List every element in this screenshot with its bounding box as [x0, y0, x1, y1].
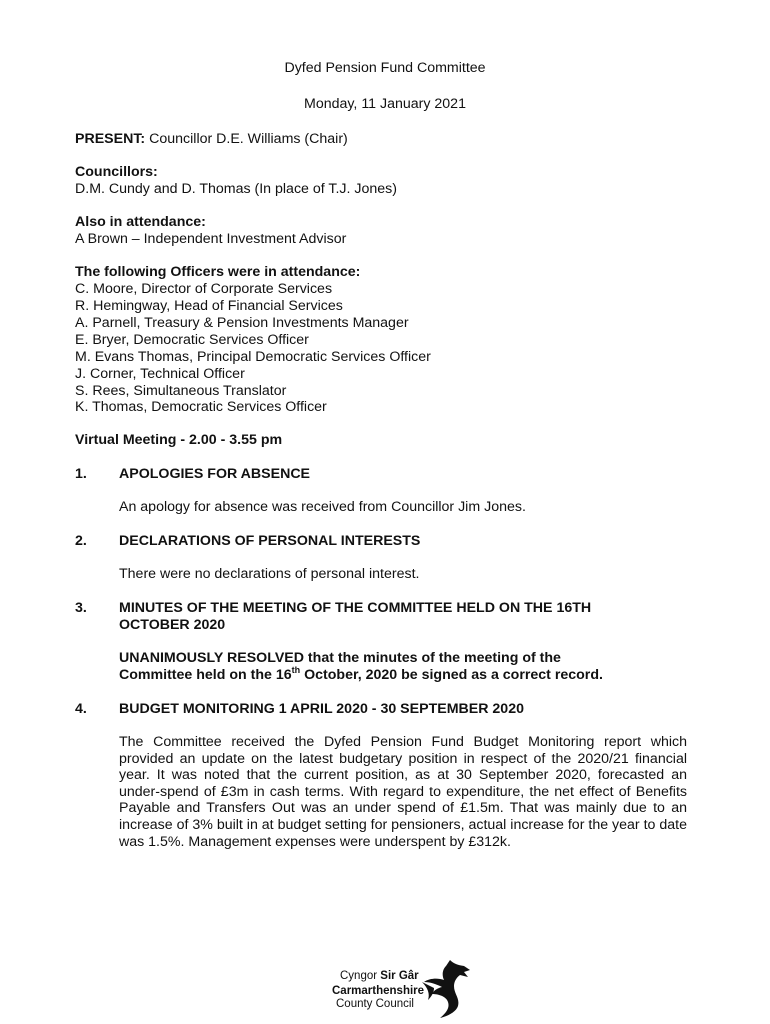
meeting-time: Virtual Meeting - 2.00 - 3.55 pm — [75, 432, 283, 448]
officer-item: M. Evans Thomas, Principal Democratic Services Officer — [75, 349, 431, 365]
item-body-paragraph: The Committee received the Dyfed Pension Fund Budget Monitoring report which provided an update on the latest budgetary position in respect of the 2020/21 financial year. It was noted that the current position, as at 30 September 2020, forecasted an under-spend of £3m in cash terms. With regard to expenditure, the net effect of Benefits Payable and Transfers Out was an under spend of £1.5m. That was mainly due to an increase of 3% built in at budget setting for pensioners, actual increase for the year to date was 1.5%. Management expenses were underspent by £312k. — [119, 734, 687, 850]
officers-heading: The following Officers were in attendance: — [75, 264, 361, 280]
item-heading: DECLARATIONS OF PERSONAL INTERESTS — [119, 533, 421, 549]
item-body: There were no declarations of personal interest. — [119, 566, 420, 582]
resolution-line2 — [119, 667, 603, 684]
officer-item: S. Rees, Simultaneous Translator — [75, 383, 287, 399]
officer-item: A. Parnell, Treasury & Pension Investments Manager — [75, 315, 409, 331]
logo-cyngor: Cyngor — [340, 970, 381, 982]
present-line — [75, 131, 348, 148]
officer-item: K. Thomas, Democratic Services Officer — [75, 399, 327, 415]
officer-item: R. Hemingway, Head of Financial Services — [75, 298, 343, 314]
item-number: 3. — [75, 600, 87, 616]
item-heading-line1: MINUTES OF THE MEETING OF THE COMMITTEE HELD ON THE 16TH — [119, 600, 592, 616]
item-number: 1. — [75, 466, 87, 482]
present-label: PRESENT: — [75, 131, 146, 147]
logo-line2: Carmarthenshire — [332, 985, 425, 997]
item-heading: APOLOGIES FOR ABSENCE — [119, 466, 311, 482]
officer-item: J. Corner, Technical Officer — [75, 366, 245, 382]
resolution-text-a: Committee held on the 16 — [119, 667, 292, 683]
ordinal-suffix: th — [291, 665, 301, 675]
item-heading-line2: OCTOBER 2020 — [119, 617, 226, 633]
item-number: 4. — [75, 701, 87, 717]
item-number: 2. — [75, 533, 87, 549]
logo-line3: County Council — [336, 998, 414, 1010]
council-logo — [332, 958, 482, 1020]
resolution-text-b: October, 2020 be signed as a correct record. — [300, 667, 603, 683]
councillors-text: D.M. Cundy and D. Thomas (In place of T.J. Jones) — [75, 181, 397, 197]
logo-line1 — [340, 970, 419, 982]
item-heading: BUDGET MONITORING 1 APRIL 2020 - 30 SEPTEMBER 2020 — [119, 701, 524, 717]
item-body: An apology for absence was received from Councillor Jim Jones. — [119, 499, 526, 515]
logo-sir-gar: Sir Gâr — [380, 970, 419, 982]
committee-title: Dyfed Pension Fund Committee — [284, 60, 486, 76]
officer-item: E. Bryer, Democratic Services Officer — [75, 332, 309, 348]
dragon-icon — [420, 958, 476, 1020]
officer-item: C. Moore, Director of Corporate Services — [75, 281, 333, 297]
also-heading: Also in attendance: — [75, 214, 206, 230]
present-text: Councillor D.E. Williams (Chair) — [149, 131, 348, 147]
councillors-heading: Councillors: — [75, 164, 158, 180]
also-text: A Brown – Independent Investment Advisor — [75, 231, 347, 247]
resolution-line1: UNANIMOUSLY RESOLVED that the minutes of the meeting of the — [119, 650, 561, 666]
meeting-date: Monday, 11 January 2021 — [304, 96, 466, 112]
